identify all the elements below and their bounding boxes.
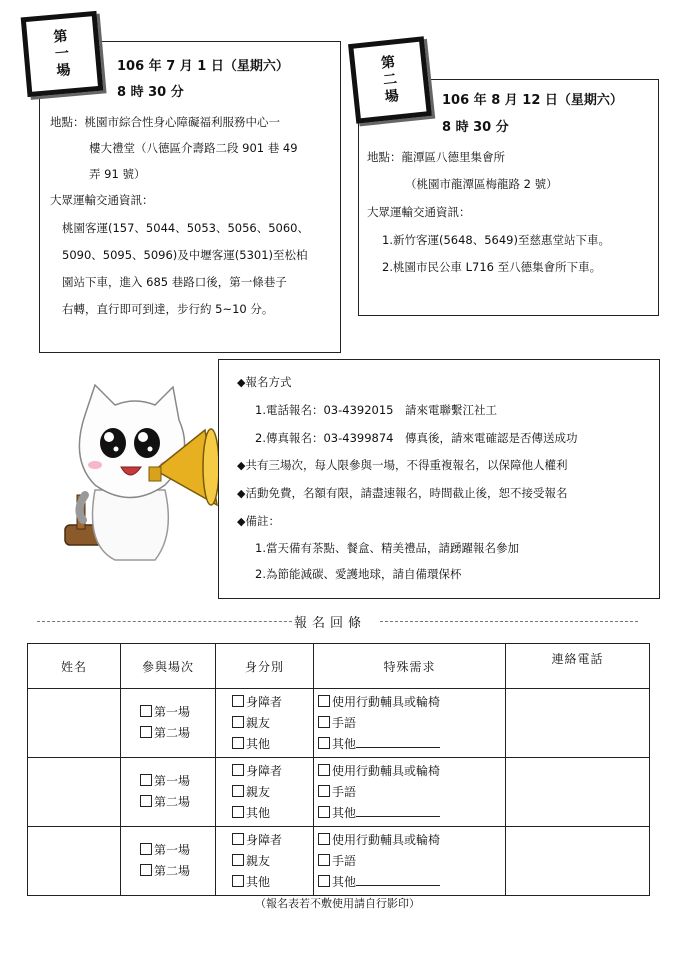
- session-option[interactable]: [136, 771, 215, 792]
- checkbox-icon[interactable]: [232, 806, 244, 818]
- session-cell: [121, 689, 216, 758]
- session1-transit-label: 大眾運輸交通資訊：: [50, 193, 154, 207]
- needs-option[interactable]: [314, 713, 505, 734]
- phone-cell[interactable]: [506, 689, 650, 758]
- checkbox-icon[interactable]: [318, 854, 330, 866]
- form-title: 報名回條: [294, 612, 366, 631]
- session2-tag: [348, 36, 432, 124]
- needs-label: 手語: [332, 784, 357, 799]
- session1-location: 樓大禮堂（八德區介壽路二段 901 巷 49: [89, 141, 298, 155]
- session1-tag-char: 一: [54, 44, 70, 63]
- identity-option[interactable]: [228, 713, 313, 734]
- identity-option[interactable]: [228, 692, 313, 713]
- session2-date: 106 年 8 月 12 日（星期六）: [442, 93, 623, 108]
- session-option[interactable]: [136, 723, 215, 744]
- identity-label: 其他: [246, 874, 271, 889]
- session1-location: 弄 91 號）: [89, 167, 146, 181]
- name-cell[interactable]: [28, 758, 121, 827]
- table-row: [28, 827, 650, 896]
- header-name: 姓名: [28, 644, 121, 689]
- identity-cell: [216, 758, 314, 827]
- needs-option[interactable]: [314, 830, 505, 851]
- notes-heading: [237, 510, 280, 533]
- session-label: 第二場: [154, 726, 191, 740]
- identity-label: 身障者: [246, 763, 283, 778]
- session1-tag: [21, 11, 104, 97]
- phone-cell[interactable]: [506, 758, 650, 827]
- table-row: [28, 758, 650, 827]
- table-header-row: [28, 644, 650, 689]
- needs-other-option[interactable]: [314, 734, 505, 755]
- bullet-icon: ◆: [237, 487, 246, 500]
- bullet-icon: ◆: [237, 515, 246, 528]
- needs-option[interactable]: [314, 761, 505, 782]
- checkbox-icon[interactable]: [318, 695, 330, 707]
- checkbox-icon[interactable]: [232, 695, 244, 707]
- session1-transit: 桃園客運(157、5044、5053、5056、5060、: [62, 221, 310, 235]
- needs-option[interactable]: [314, 851, 505, 872]
- header-identity: 身分別: [216, 644, 314, 689]
- identity-label: 其他: [246, 736, 271, 751]
- rule-text: 共有三場次，每人限參與一場，不得重複報名，以保障他人權利: [245, 458, 568, 472]
- session1-transit: 右轉，直行即可到達，步行約 5~10 分。: [62, 302, 274, 316]
- identity-label: 親友: [246, 784, 271, 799]
- checkbox-icon[interactable]: [140, 726, 152, 738]
- checkbox-icon[interactable]: [140, 864, 152, 876]
- session-label: 第一場: [154, 705, 191, 719]
- needs-cell: [314, 758, 506, 827]
- checkbox-icon[interactable]: [318, 716, 330, 728]
- needs-label: 手語: [332, 715, 357, 730]
- rule-text: 活動免費，名額有限，請盡速報名，時間截止後，恕不接受報名: [245, 486, 568, 500]
- needs-label: 使用行動輔具或輪椅: [332, 763, 441, 778]
- session-cell: [121, 827, 216, 896]
- checkbox-icon[interactable]: [318, 785, 330, 797]
- needs-label: 使用行動輔具或輪椅: [332, 832, 441, 847]
- session1-tag-char: 場: [55, 61, 72, 80]
- session-label: 第二場: [154, 864, 191, 878]
- needs-other-option[interactable]: [314, 872, 505, 893]
- session2-location: 地點：龍潭區八德里集會所: [367, 150, 505, 164]
- identity-option[interactable]: [228, 851, 313, 872]
- session2-transit: 1.新竹客運(5648、5649)至慈惠堂站下車。: [382, 233, 610, 247]
- identity-cell: [216, 689, 314, 758]
- signup-heading: [237, 371, 291, 394]
- note-item: 2.為節能減碳、愛護地球，請自備環保杯: [255, 567, 462, 581]
- session1-date: 106 年 7 月 1 日（星期六）: [117, 59, 289, 74]
- other-fill-line[interactable]: [356, 806, 440, 817]
- checkbox-icon[interactable]: [318, 806, 330, 818]
- checkbox-icon[interactable]: [140, 795, 152, 807]
- registration-table: [27, 643, 650, 896]
- other-fill-line[interactable]: [356, 737, 440, 748]
- cut-line-right: [380, 621, 638, 622]
- rule-one-session: [237, 454, 567, 477]
- checkbox-icon[interactable]: [140, 774, 152, 786]
- session-option[interactable]: [136, 792, 215, 813]
- checkbox-icon[interactable]: [232, 785, 244, 797]
- phone-cell[interactable]: [506, 827, 650, 896]
- session1-transit: 園站下車，進入 685 巷路口後，第一條巷子: [62, 275, 287, 289]
- needs-label: 其他: [332, 874, 357, 889]
- identity-cell: [216, 827, 314, 896]
- session-option[interactable]: [136, 702, 215, 723]
- bullet-icon: ◆: [237, 459, 246, 472]
- session2-transit-label: 大眾運輸交通資訊：: [367, 205, 471, 219]
- session1-tag-char: 第: [52, 27, 69, 46]
- checkbox-icon[interactable]: [232, 854, 244, 866]
- session2-tag-char: 場: [383, 87, 400, 106]
- name-cell[interactable]: [28, 827, 121, 896]
- session-label: 第二場: [154, 795, 191, 809]
- checkbox-icon[interactable]: [318, 875, 330, 887]
- signup-phone: 1.電話報名：03-4392015 請來電聯繫江社工: [255, 403, 497, 417]
- checkbox-icon[interactable]: [232, 833, 244, 845]
- needs-label: 使用行動輔具或輪椅: [332, 694, 441, 709]
- checkbox-icon[interactable]: [318, 764, 330, 776]
- identity-option[interactable]: [228, 761, 313, 782]
- other-fill-line[interactable]: [356, 875, 440, 886]
- identity-option[interactable]: [228, 734, 313, 755]
- checkbox-icon[interactable]: [232, 764, 244, 776]
- header-needs: 特殊需求: [314, 644, 506, 689]
- session-option[interactable]: [136, 861, 215, 882]
- checkbox-icon[interactable]: [232, 716, 244, 728]
- identity-option[interactable]: [228, 803, 313, 824]
- session-cell: [121, 758, 216, 827]
- session-option[interactable]: [136, 840, 215, 861]
- needs-label: 其他: [332, 805, 357, 820]
- needs-cell: [314, 689, 506, 758]
- session-label: 第一場: [154, 843, 191, 857]
- session2-time: 8 時 30 分: [442, 120, 509, 135]
- identity-label: 其他: [246, 805, 271, 820]
- bullet-icon: ◆: [237, 376, 246, 389]
- signup-fax: 2.傳真報名：03-4399874 傳真後，請來電確認是否傳送成功: [255, 431, 578, 445]
- footer-note: （報名表若不敷使用請自行影印）: [255, 897, 420, 910]
- needs-cell: [314, 827, 506, 896]
- needs-other-option[interactable]: [314, 803, 505, 824]
- checkbox-icon[interactable]: [318, 737, 330, 749]
- session-label: 第一場: [154, 774, 191, 788]
- identity-option[interactable]: [228, 830, 313, 851]
- checkbox-icon[interactable]: [140, 843, 152, 855]
- checkbox-icon[interactable]: [140, 705, 152, 717]
- identity-option[interactable]: [228, 872, 313, 893]
- session2-transit: 2.桃園市民公車 L716 至八德集會所下車。: [382, 260, 602, 274]
- needs-option[interactable]: [314, 782, 505, 803]
- session1-time: 8 時 30 分: [117, 85, 184, 100]
- needs-option[interactable]: [314, 692, 505, 713]
- rule-free: [237, 482, 567, 505]
- needs-label: 其他: [332, 736, 357, 751]
- session2-tag-char: 二: [382, 70, 398, 89]
- signup-heading-text: 報名方式: [245, 375, 292, 389]
- identity-option[interactable]: [228, 782, 313, 803]
- checkbox-icon[interactable]: [232, 737, 244, 749]
- checkbox-icon[interactable]: [318, 833, 330, 845]
- notes-heading-text: 備註：: [245, 514, 280, 528]
- mascot-megaphone-illustration: [55, 375, 225, 570]
- identity-label: 身障者: [246, 832, 283, 847]
- name-cell[interactable]: [28, 689, 121, 758]
- needs-label: 手語: [332, 853, 357, 868]
- session1-location: 地點：桃園市綜合性身心障礙福利服務中心一: [50, 115, 280, 129]
- note-item: 1.當天備有茶點、餐盒、精美禮品，請踴躍報名參加: [255, 541, 519, 555]
- identity-label: 親友: [246, 853, 271, 868]
- cut-line-left: [37, 621, 292, 622]
- session2-tag-char: 第: [380, 53, 396, 72]
- session2-location: （桃園市龍潭區梅龍路 2 號）: [405, 177, 558, 191]
- header-phone: 連絡電話: [506, 644, 650, 689]
- identity-label: 身障者: [246, 694, 283, 709]
- checkbox-icon[interactable]: [232, 875, 244, 887]
- session1-transit: 5090、5095、5096)及中壢客運(5301)至松柏: [62, 248, 308, 262]
- table-row: [28, 689, 650, 758]
- identity-label: 親友: [246, 715, 271, 730]
- header-session: 參與場次: [121, 644, 216, 689]
